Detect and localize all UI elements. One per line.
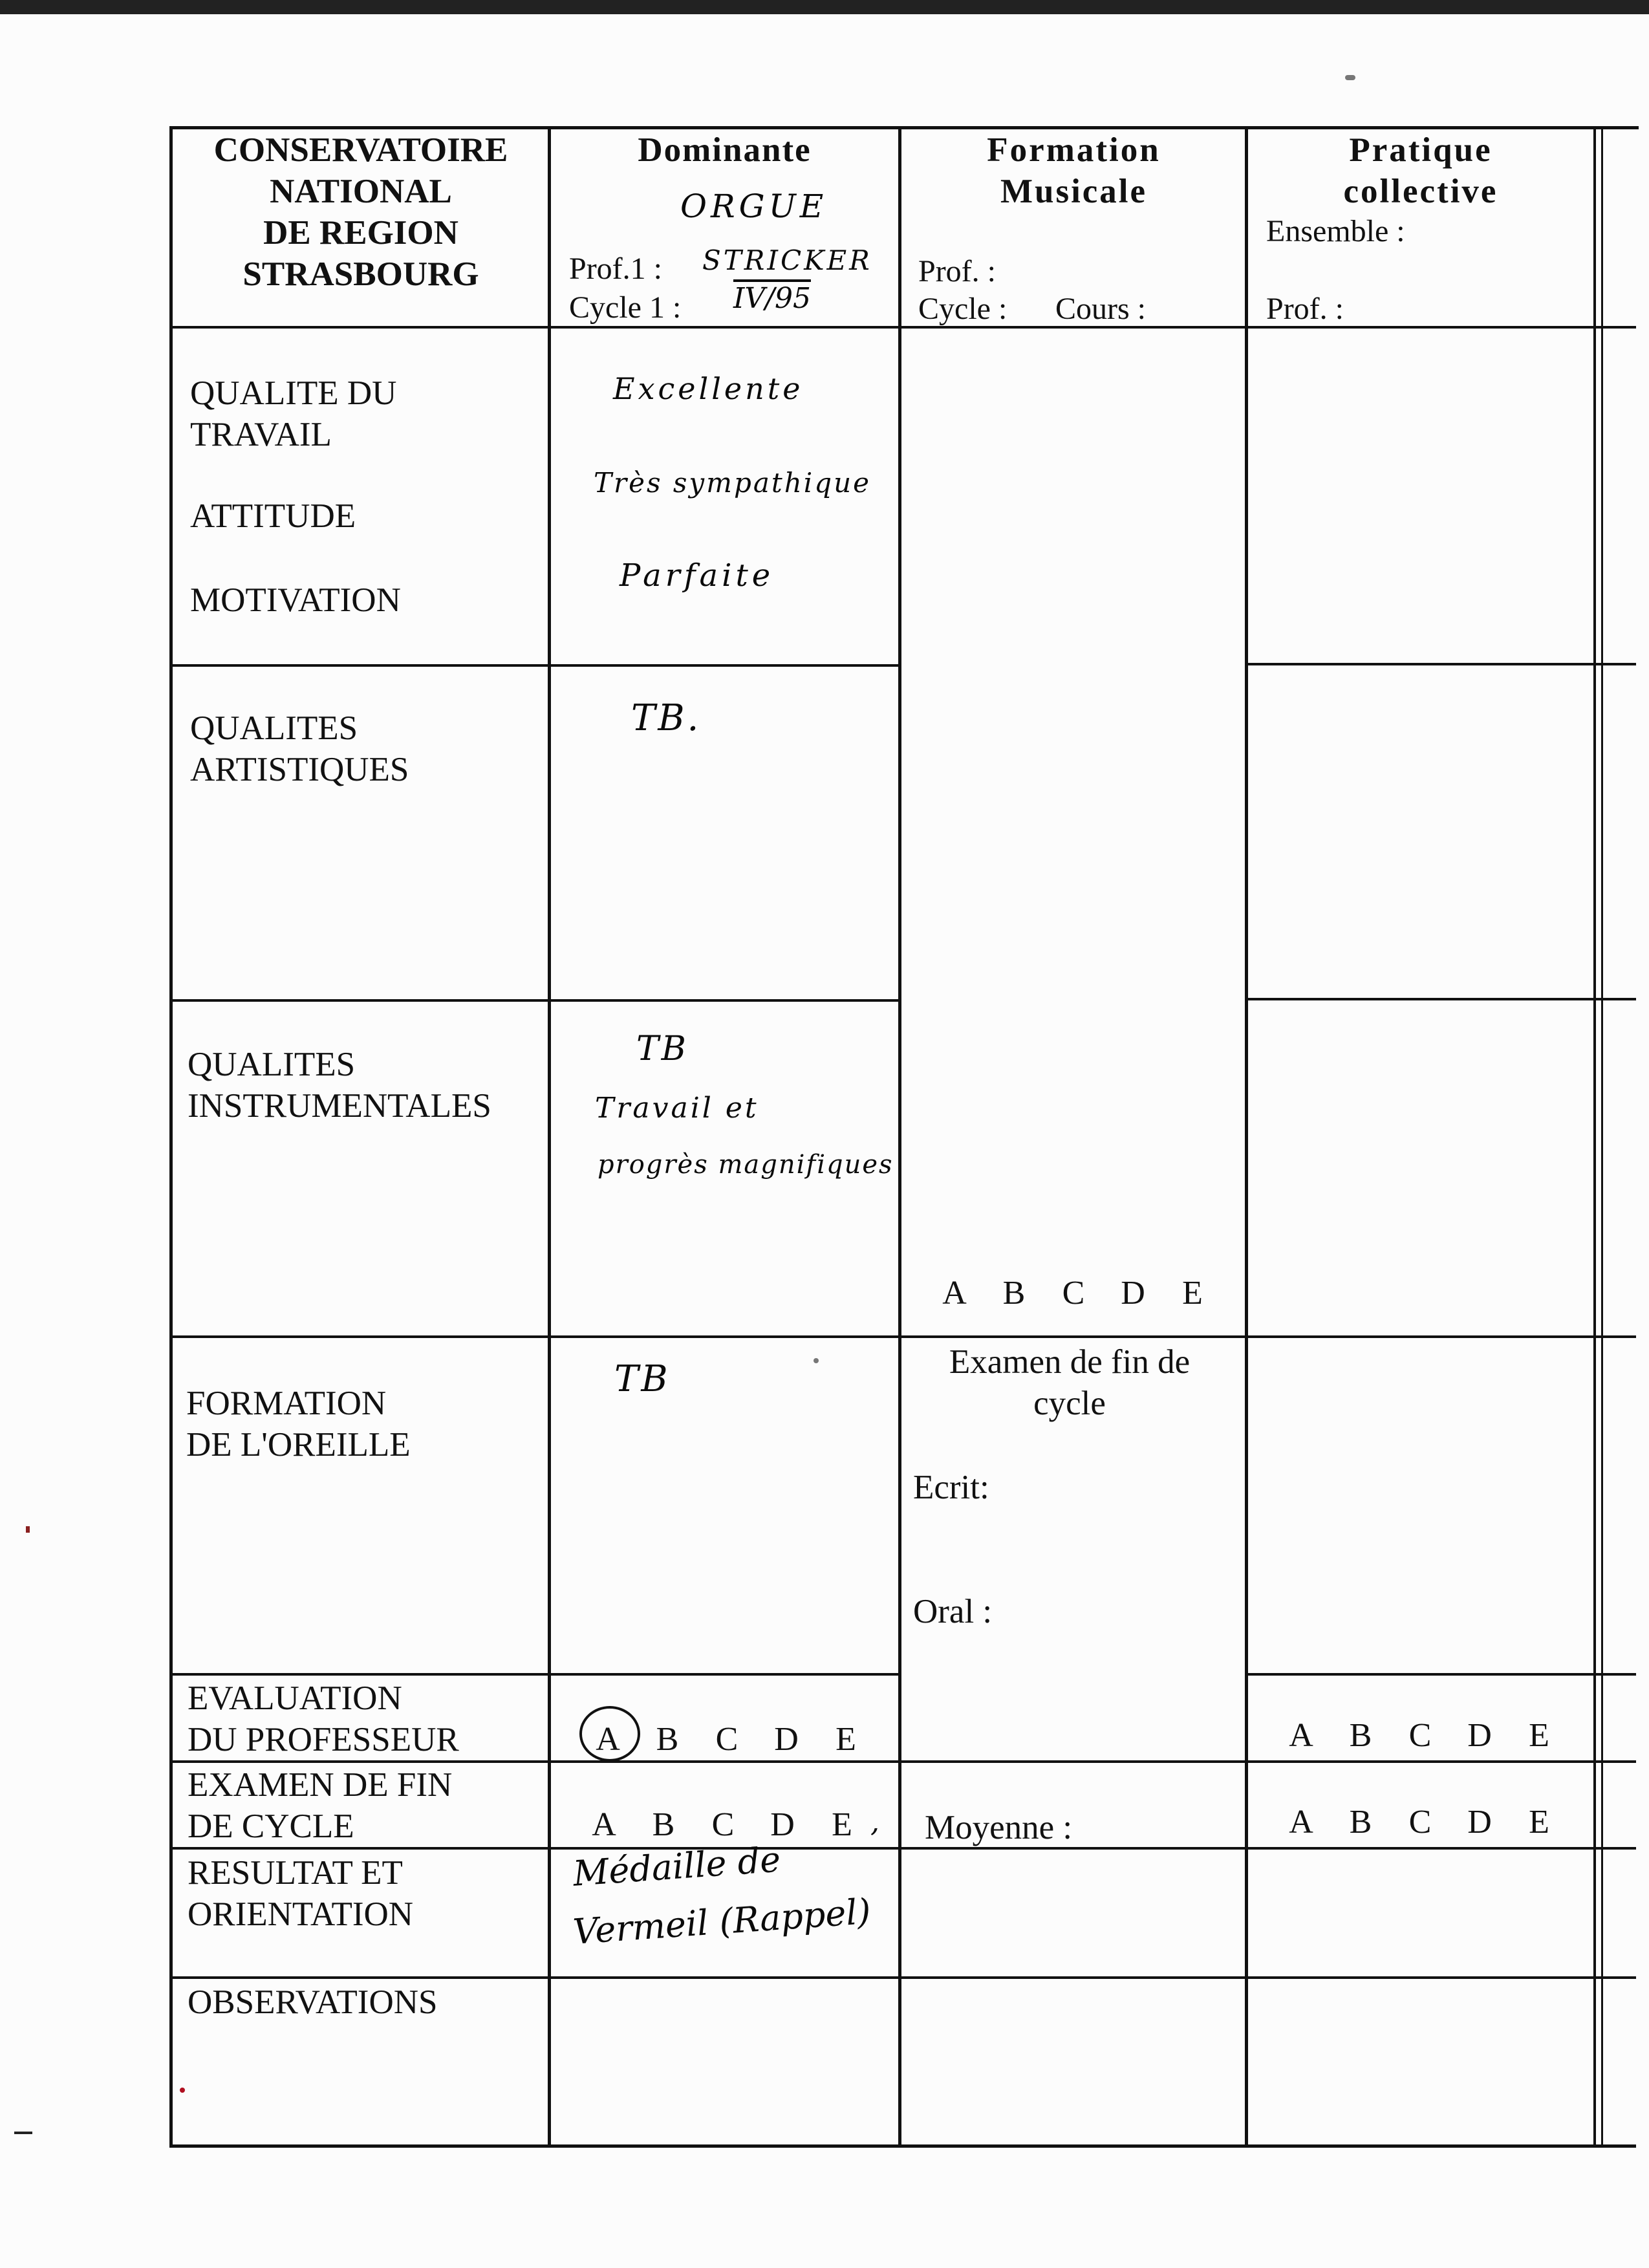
attitude-label: ATTITUDE xyxy=(190,497,356,535)
pc-eval-grade-a: A xyxy=(1289,1717,1313,1754)
evaluation-grade-a-circled: A xyxy=(596,1721,620,1758)
fm-grade-d: D xyxy=(1121,1275,1145,1312)
fm-exam-title-line-1: Examen de fin de xyxy=(949,1343,1191,1381)
qualites-instrumentales-label-line-2: INSTRUMENTALES xyxy=(188,1087,491,1125)
examen-label-line-2: DE CYCLE xyxy=(188,1808,354,1845)
fm-oral-label: Oral : xyxy=(913,1593,993,1630)
qualites-instrumentales-note-line-2: Travail et xyxy=(595,1092,759,1125)
dominante-instrument-handwritten: ORGUE xyxy=(680,188,828,225)
examen-trailing-handwritten-mark: , xyxy=(870,1806,879,1839)
pc-examen-grade-a: A xyxy=(1289,1804,1313,1841)
qualites-instrumentales-note-line-1: TB xyxy=(636,1030,689,1068)
pc-eval-grade-c: C xyxy=(1408,1717,1432,1754)
scan-top-edge xyxy=(0,0,1649,14)
qualites-artistiques-label-line-1: QUALITES xyxy=(190,709,358,747)
pc-ensemble-label: Ensemble : xyxy=(1266,214,1405,248)
observations-label: OBSERVATIONS xyxy=(188,1983,438,2021)
pc-prof-label: Prof. : xyxy=(1266,292,1344,326)
examen-grade-e: E xyxy=(832,1806,852,1843)
pc-eval-grade-e: E xyxy=(1529,1717,1549,1754)
fm-grade-scale xyxy=(925,1274,1222,1312)
fm-cours-label: Cours : xyxy=(1055,292,1147,326)
fm-title-line-1: Formation xyxy=(987,131,1161,169)
evaluation-label-line-1: EVALUATION xyxy=(188,1679,402,1717)
pc-examen-grade-c: C xyxy=(1408,1804,1432,1841)
evaluation-grade-d: D xyxy=(774,1721,799,1758)
pc-examen-grade-d: D xyxy=(1467,1804,1492,1841)
fm-grade-e: E xyxy=(1182,1275,1203,1312)
fm-moyenne-label: Moyenne : xyxy=(925,1809,1073,1846)
fm-prof-label: Prof. : xyxy=(918,254,996,288)
pc-title-line-1: Pratique xyxy=(1349,131,1493,169)
institution-line-2: NATIONAL xyxy=(270,173,452,210)
dominante-examen-grades xyxy=(574,1806,872,1844)
resultat-label-line-1: RESULTAT ET xyxy=(188,1854,403,1892)
pc-evaluation-grades xyxy=(1271,1716,1569,1755)
dominante-title: Dominante xyxy=(638,131,812,169)
resultat-handwritten-line-1: Médaille de xyxy=(572,1839,782,1894)
dominante-cycle-handwritten: IV/95 xyxy=(733,282,811,315)
dominante-prof-label: Prof.1 : xyxy=(569,252,662,286)
resultat-label-line-2: ORIENTATION xyxy=(188,1895,414,1933)
qualite-travail-label-line-1: QUALITE DU xyxy=(190,374,397,412)
fm-grade-b: B xyxy=(1002,1275,1026,1312)
institution-line-1: CONSERVATOIRE xyxy=(213,131,508,169)
scan-speck xyxy=(14,2132,32,2134)
formation-oreille-label-line-1: FORMATION xyxy=(186,1385,387,1422)
evaluation-label-line-2: DU PROFESSEUR xyxy=(188,1721,459,1758)
pc-examen-grade-b: B xyxy=(1349,1804,1372,1841)
pc-eval-grade-b: B xyxy=(1349,1717,1372,1754)
pc-eval-grade-d: D xyxy=(1467,1717,1492,1754)
qualites-artistiques-label-line-2: ARTISTIQUES xyxy=(190,751,409,788)
examen-grade-d: D xyxy=(770,1806,795,1843)
formation-oreille-label-line-2: DE L'OREILLE xyxy=(186,1426,411,1463)
motivation-label: MOTIVATION xyxy=(190,581,401,619)
fm-ecrit-label: Ecrit: xyxy=(913,1469,989,1506)
formation-oreille-handwritten-note: TB xyxy=(614,1358,671,1400)
fm-grade-a: A xyxy=(942,1275,967,1312)
scan-speck xyxy=(180,2088,185,2093)
qualite-travail-label-line-2: TRAVAIL xyxy=(190,416,332,453)
fm-grade-c: C xyxy=(1062,1275,1085,1312)
dominante-cycle-label: Cycle 1 : xyxy=(569,290,682,325)
evaluation-grade-c: C xyxy=(715,1721,738,1758)
scan-speck xyxy=(1345,75,1355,80)
dominante-prof-handwritten: STRICKER xyxy=(702,244,872,276)
fm-cycle-label: Cycle : xyxy=(918,292,1008,326)
pc-title-line-2: collective xyxy=(1343,173,1498,210)
examen-grade-c: C xyxy=(711,1806,735,1843)
qualite-travail-handwritten-note: Excellente xyxy=(613,371,804,406)
resultat-handwritten-line-2: Vermeil (Rappel) xyxy=(572,1890,872,1952)
examen-grade-a: A xyxy=(592,1806,616,1843)
examen-label-line-1: EXAMEN DE FIN xyxy=(188,1766,453,1804)
fm-exam-title-line-2: cycle xyxy=(1033,1385,1106,1422)
pc-examen-grades xyxy=(1271,1803,1569,1841)
dominante-evaluation-grades xyxy=(578,1720,876,1758)
fm-title-line-2: Musicale xyxy=(1000,173,1148,210)
qualites-instrumentales-note-line-3: progrès magnifiques xyxy=(598,1150,894,1180)
attitude-handwritten-note: Très sympathique xyxy=(594,467,872,499)
qualites-artistiques-handwritten-note: TB. xyxy=(631,697,702,739)
scan-speck xyxy=(814,1358,819,1363)
qualites-instrumentales-label-line-1: QUALITES xyxy=(188,1046,356,1083)
evaluation-grade-e: E xyxy=(835,1721,856,1758)
institution-line-4: STRASBOURG xyxy=(242,255,479,293)
institution-line-3: DE REGION xyxy=(263,214,458,252)
motivation-handwritten-note: Parfaite xyxy=(620,557,775,594)
examen-grade-b: B xyxy=(652,1806,675,1843)
evaluation-grade-b: B xyxy=(656,1721,679,1758)
pc-examen-grade-e: E xyxy=(1529,1804,1549,1841)
scan-speck xyxy=(26,1526,30,1533)
